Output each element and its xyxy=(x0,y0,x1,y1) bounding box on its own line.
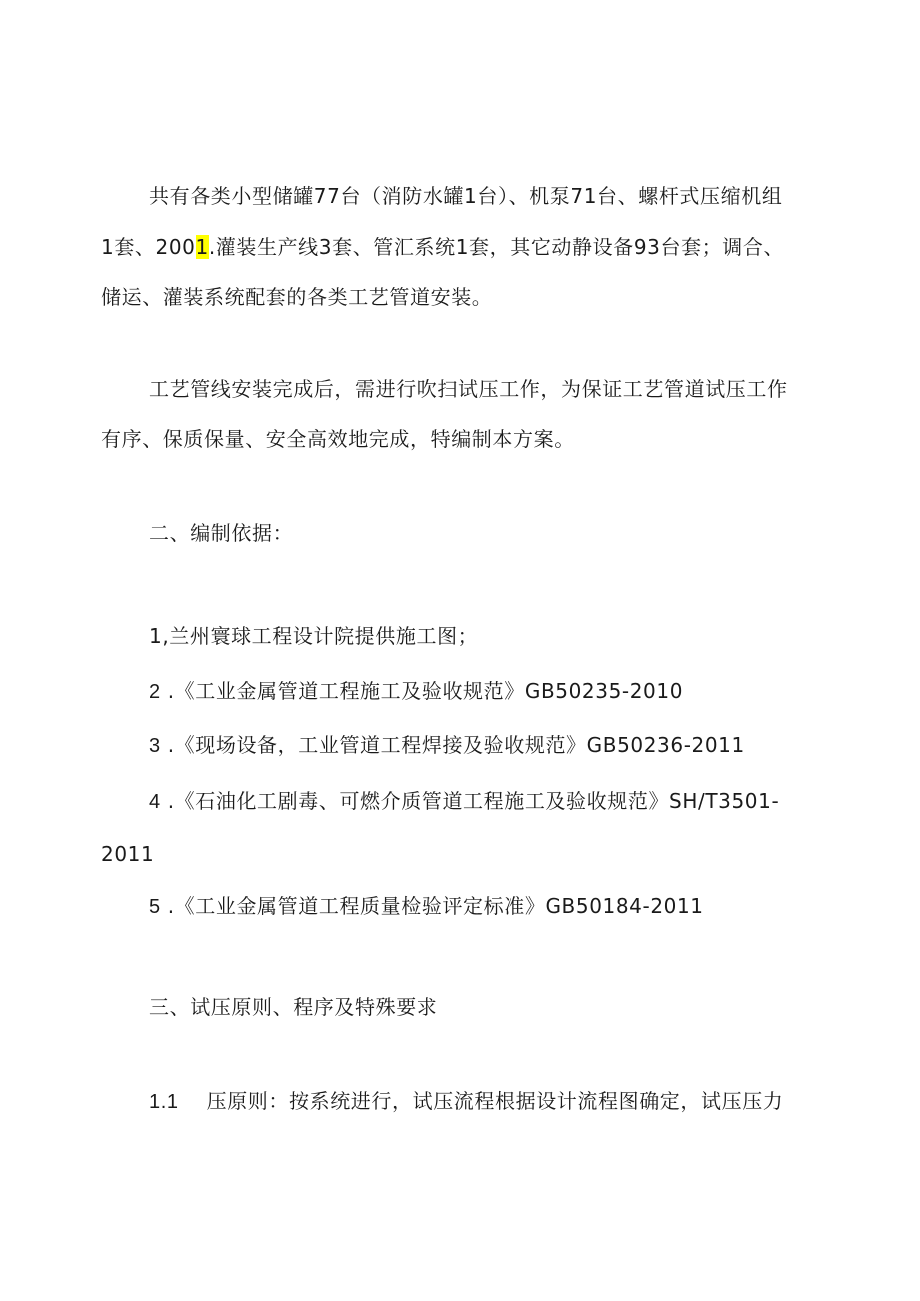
basis-item-3-text: .《现场设备，工业管道工程焊接及验收规范》GB50236-2011 xyxy=(167,733,745,757)
paragraph1-line1: 共有各类小型储罐77台（消防水罐1台）、机泵71台、螺杆式压缩机组 xyxy=(149,184,783,208)
item-1-1-text: 压原则：按系统进行，试压流程根据设计流程图确定，试压压力 xyxy=(206,1089,784,1113)
basis-item-2 xyxy=(149,677,683,706)
paragraph1-line2-pre: 1套、200 xyxy=(101,235,196,259)
paragraph2-line2: 有序、保质保量、安全高效地完成，特编制本方案。 xyxy=(101,427,575,451)
section3-heading: 三、试压原则、程序及特殊要求 xyxy=(149,995,438,1019)
basis-item-4-text: .《石油化工剧毒、可燃介质管道工程施工及验收规范》SH/T3501- xyxy=(167,789,780,813)
paragraph1-line2-post: .灌装生产线3套、管汇系统1套，其它动静设备93台套；调合、 xyxy=(208,235,785,259)
paragraph2-line1: 工艺管线安装完成后，需进行吹扫试压工作，为保证工艺管道试压工作 xyxy=(149,377,788,401)
basis-item-5 xyxy=(149,892,704,921)
basis-item-5-text: .《工业金属管道工程质量检验评定标准》GB50184-2011 xyxy=(167,894,704,918)
item-1-1-number: 1.1 xyxy=(149,1091,179,1113)
basis-item-4-continuation: 2011 xyxy=(101,842,155,866)
basis-item-3-number: 3 xyxy=(149,735,161,757)
basis-item-4-number: 4 xyxy=(149,791,161,813)
paragraph1-line2 xyxy=(101,233,784,261)
basis-item-2-number: 2 xyxy=(149,681,161,703)
section2-heading: 二、编制依据： xyxy=(149,521,294,545)
basis-item-2-text: .《工业金属管道工程施工及验收规范》GB50235-2010 xyxy=(167,679,684,703)
basis-item-5-number: 5 xyxy=(149,896,161,918)
item-1-1 xyxy=(149,1087,783,1116)
highlighted-character: 1 xyxy=(195,235,209,259)
basis-item-3 xyxy=(149,731,745,760)
paragraph1-line3: 储运、灌装系统配套的各类工艺管道安装。 xyxy=(101,285,493,309)
basis-item-4 xyxy=(149,787,779,816)
basis-item-1: 1,兰州寰球工程设计院提供施工图； xyxy=(149,624,479,648)
